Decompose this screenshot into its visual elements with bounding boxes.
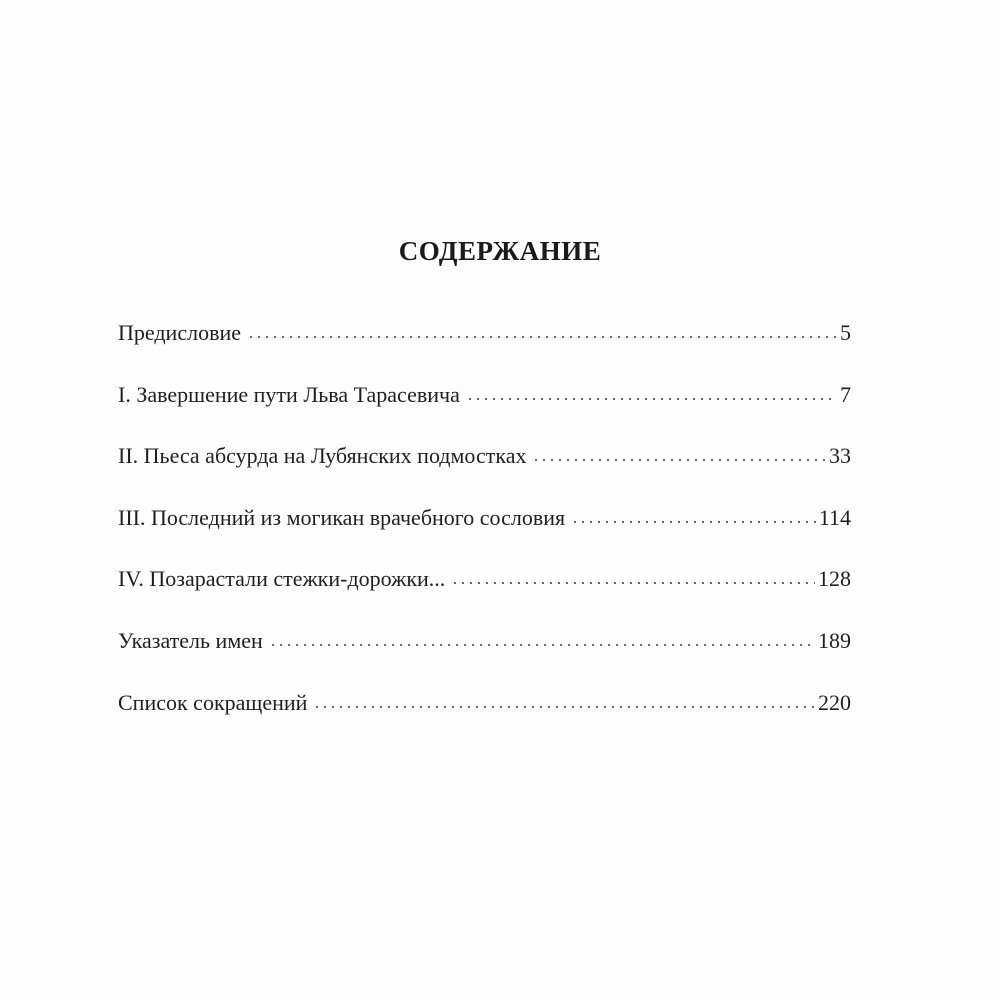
toc-entry-page: 5 [840,320,851,345]
toc-entry-chapter-4[interactable] [118,568,851,630]
toc-entry-page: 33 [829,443,851,469]
toc-leader-dots [571,521,816,523]
toc-leader-dots [532,459,826,461]
toc-leader-dots [269,644,815,646]
toc-entry-chapter-1[interactable] [118,381,851,446]
toc-leader-dots [247,336,836,338]
toc-entry-page: 114 [818,504,851,530]
table-of-contents [118,322,851,753]
toc-entry-title: IV. Позарастали стежки-дорожки... [118,566,446,592]
toc-leader-dots [313,706,815,708]
toc-entry-page: 7 [840,381,851,407]
toc-entry-abbreviations[interactable] [118,689,851,754]
toc-entry-title: Предисловие [118,320,241,345]
toc-entry-chapter-3[interactable] [118,504,851,569]
toc-entry-page: 128 [818,566,851,592]
toc-entry-title: II. Пьеса абсурда на Лубянских подмостках [118,443,527,469]
toc-entry-title: I. Завершение пути Льва Тарасевича [118,381,460,407]
toc-entry-page: 189 [818,627,851,653]
toc-entry-preface[interactable] [118,322,851,384]
toc-entry-chapter-2[interactable] [118,445,851,507]
toc-entry-name-index[interactable] [118,627,851,692]
toc-leader-dots [451,582,815,584]
toc-entry-title: III. Последний из могикан врачебного сословия [118,504,566,530]
toc-entry-title: Указатель имен [118,627,263,653]
toc-leader-dots [466,398,836,400]
toc-entry-page: 220 [818,689,851,715]
toc-entry-title: Список сокращений [118,689,308,715]
page-title: СОДЕРЖАНИЕ [398,236,602,266]
